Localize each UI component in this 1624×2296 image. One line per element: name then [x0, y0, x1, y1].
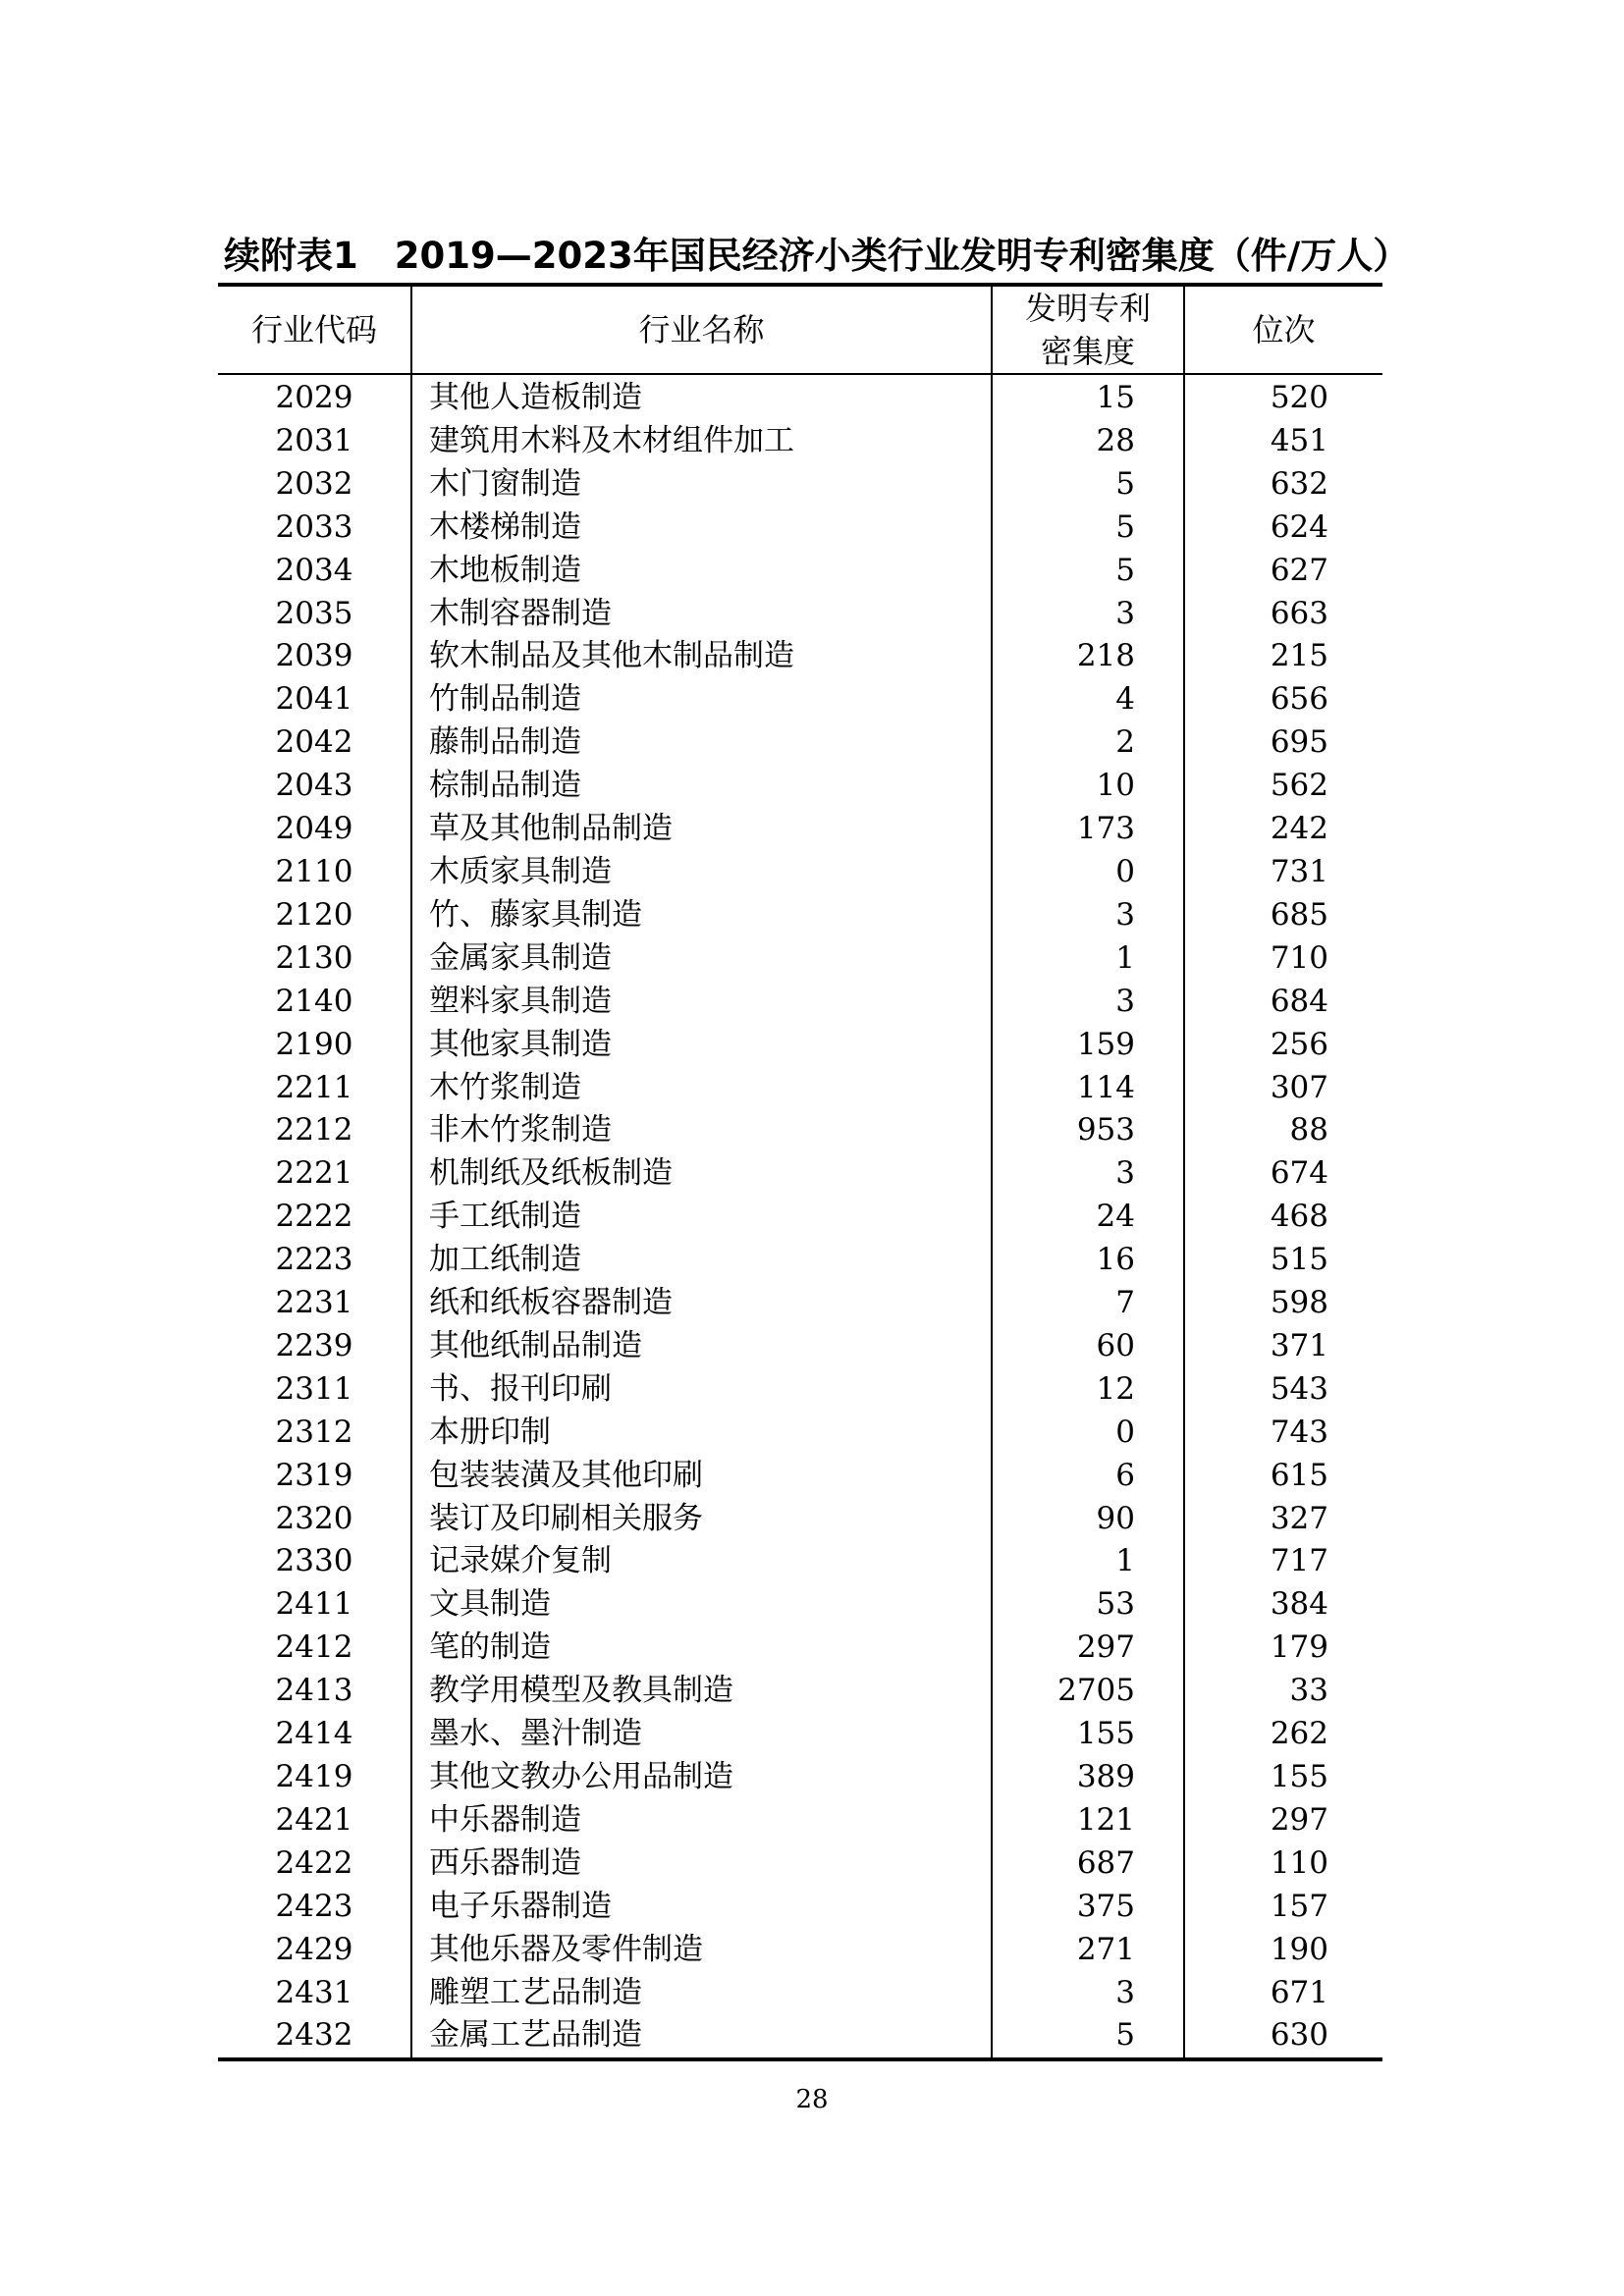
industry-code-cell: 2222: [218, 1196, 411, 1239]
industry-code-cell: 2414: [218, 1713, 411, 1756]
industry-code-cell: 2320: [218, 1498, 411, 1541]
rank-cell: 685: [1270, 896, 1328, 933]
rank-cell: 663: [1270, 595, 1328, 631]
rank-cell: 371: [1270, 1327, 1328, 1363]
rank-cell: 157: [1270, 1888, 1328, 1924]
patent-density-cell: 218: [992, 635, 1184, 678]
patent-density-cell: 3: [992, 981, 1184, 1024]
table-row: [218, 1540, 1382, 1583]
header-row: [218, 285, 1382, 374]
patent-density-cell: 953: [992, 1109, 1184, 1152]
rank-cell: 88: [1289, 1112, 1328, 1148]
table-row: [218, 1498, 1382, 1541]
table-row: [218, 507, 1382, 550]
rank-cell: 384: [1270, 1586, 1328, 1623]
table-row: [218, 1799, 1382, 1842]
rank-cell: 630: [1184, 2014, 1382, 2059]
patent-density-cell: 2: [992, 721, 1184, 765]
industry-code-cell: 2312: [218, 1412, 411, 1455]
table-row: [218, 420, 1382, 463]
patent-density-cell: 1: [992, 937, 1184, 981]
rank-cell: 632: [1270, 465, 1328, 502]
table-row: [218, 1972, 1382, 2015]
patent-density-cell: 1: [992, 1540, 1184, 1583]
industry-code-cell: 2049: [218, 808, 411, 851]
rank-cell: 262: [1270, 1716, 1328, 1752]
patent-density-cell: 24: [992, 1196, 1184, 1239]
industry-code-cell: 2423: [218, 1886, 411, 1929]
table-row: [218, 1325, 1382, 1368]
table-row: [218, 1024, 1382, 1067]
table-row: [218, 550, 1382, 593]
industry-name-cell: 本册印制: [411, 1412, 992, 1455]
table-row: [218, 1627, 1382, 1670]
industry-name-cell: 建筑用木料及木材组件加工: [411, 420, 992, 463]
rank-cell: 297: [1270, 1801, 1328, 1838]
table-row: [218, 635, 1382, 678]
table-row: [218, 1713, 1382, 1756]
industry-code-cell: 2413: [218, 1670, 411, 1713]
industry-code-cell: 2422: [218, 1842, 411, 1886]
rank-cell: 656: [1270, 681, 1328, 718]
industry-code-cell: 2421: [218, 1799, 411, 1842]
patent-density-cell: 5: [992, 507, 1184, 550]
industry-name-cell: 木地板制造: [411, 550, 992, 593]
industry-code-cell: 2035: [218, 593, 411, 636]
table-row: [218, 1886, 1382, 1929]
industry-name-cell: 竹、藤家具制造: [411, 894, 992, 937]
industry-name-cell: 笔的制造: [411, 1627, 992, 1670]
patent-density-cell: 5: [992, 2014, 1184, 2059]
patent-density-cell: 155: [992, 1713, 1184, 1756]
industry-code-cell: 2029: [218, 374, 411, 420]
table-row: [218, 981, 1382, 1024]
industry-name-cell: 机制纸及纸板制造: [411, 1152, 992, 1196]
rank-cell: 627: [1270, 552, 1328, 588]
industry-name-cell: 书、报刊印刷: [411, 1368, 992, 1412]
industry-code-cell: 2039: [218, 635, 411, 678]
industry-code-cell: 2330: [218, 1540, 411, 1583]
table-row: [218, 1412, 1382, 1455]
rank-cell: 33: [1289, 1673, 1328, 1709]
table-row: [218, 1842, 1382, 1886]
industry-name-cell: 其他家具制造: [411, 1024, 992, 1067]
patent-density-cell: 159: [992, 1024, 1184, 1067]
industry-code-cell: 2031: [218, 420, 411, 463]
industry-code-cell: 2130: [218, 937, 411, 981]
industry-code-cell: 2319: [218, 1455, 411, 1498]
industry-name-cell: 木竹浆制造: [411, 1067, 992, 1110]
table-row: [218, 1929, 1382, 1972]
rank-cell: 695: [1270, 724, 1328, 761]
header-rank: 位次: [1184, 285, 1382, 374]
patent-density-cell: 389: [992, 1756, 1184, 1799]
table-row: [218, 1067, 1382, 1110]
industry-code-cell: 2429: [218, 1929, 411, 1972]
rank-cell: 743: [1270, 1414, 1328, 1450]
industry-code-cell: 2110: [218, 851, 411, 894]
rank-cell: 468: [1270, 1199, 1328, 1235]
table-row: [218, 1196, 1382, 1239]
table-row: [218, 678, 1382, 721]
industry-name-cell: 非木竹浆制造: [411, 1109, 992, 1152]
table-row: [218, 1756, 1382, 1799]
rank-cell: 598: [1270, 1285, 1328, 1321]
rank-cell: 155: [1270, 1759, 1328, 1794]
table-row: [218, 721, 1382, 765]
industry-name-cell: 中乐器制造: [411, 1799, 992, 1842]
patent-density-cell: 3: [992, 1972, 1184, 2015]
patent-density-cell: 5: [992, 550, 1184, 593]
industry-code-cell: 2223: [218, 1239, 411, 1282]
patent-density-cell: 10: [992, 765, 1184, 808]
table-row: [218, 1583, 1382, 1627]
rank-cell: 256: [1270, 1026, 1328, 1062]
industry-code-cell: 2239: [218, 1325, 411, 1368]
patent-density-cell: 6: [992, 1455, 1184, 1498]
header-patent-density-line2: 密集度: [1040, 333, 1135, 370]
industry-name-cell: 金属家具制造: [411, 937, 992, 981]
table-row: [218, 937, 1382, 981]
industry-name-cell: 木质家具制造: [411, 851, 992, 894]
industry-name-cell: 加工纸制造: [411, 1239, 992, 1282]
table-row: [218, 463, 1382, 507]
industry-name-cell: 教学用模型及教具制造: [411, 1670, 992, 1713]
industry-name-cell: 装订及印刷相关服务: [411, 1498, 992, 1541]
table-row: [218, 1455, 1382, 1498]
table-row: [218, 1670, 1382, 1713]
patent-density-cell: 687: [992, 1842, 1184, 1886]
industry-name-cell: 手工纸制造: [411, 1196, 992, 1239]
rank-cell: 515: [1270, 1242, 1328, 1278]
table-row: [218, 765, 1382, 808]
rank-cell: 451: [1270, 422, 1328, 458]
industry-name-cell: 文具制造: [411, 1583, 992, 1627]
industry-name-cell: 雕塑工艺品制造: [411, 1972, 992, 2015]
industry-name-cell: 木门窗制造: [411, 463, 992, 507]
rank-cell: 674: [1270, 1155, 1328, 1192]
patent-density-cell: 90: [992, 1498, 1184, 1541]
industry-name-cell: 木楼梯制造: [411, 507, 992, 550]
industry-code-cell: 2432: [218, 2014, 411, 2059]
table-row: [218, 374, 1382, 420]
industry-name-cell: 塑料家具制造: [411, 981, 992, 1024]
table-row: [218, 1282, 1382, 1325]
industry-name-cell: 木制容器制造: [411, 593, 992, 636]
rank-cell: 242: [1270, 811, 1328, 847]
table-row: [218, 808, 1382, 851]
table-row: [218, 1152, 1382, 1196]
patent-density-cell: 53: [992, 1583, 1184, 1627]
industry-name-cell: 包装装潢及其他印刷: [411, 1455, 992, 1498]
table-header: [218, 285, 1382, 374]
industry-code-cell: 2190: [218, 1024, 411, 1067]
industry-name-cell: 其他纸制品制造: [411, 1325, 992, 1368]
industry-name-cell: 棕制品制造: [411, 765, 992, 808]
rank-cell: 731: [1270, 853, 1328, 889]
patent-density-cell: 7: [992, 1282, 1184, 1325]
industry-code-cell: 2221: [218, 1152, 411, 1196]
patent-density-cell: 271: [992, 1929, 1184, 1972]
table-container: [218, 283, 1382, 2061]
table-row: [218, 1109, 1382, 1152]
patent-density-cell: 4: [992, 678, 1184, 721]
table-row: [218, 593, 1382, 636]
industry-code-cell: 2043: [218, 765, 411, 808]
patent-density-cell: 375: [992, 1886, 1184, 1929]
industry-code-cell: 2211: [218, 1067, 411, 1110]
industry-name-cell: 西乐器制造: [411, 1842, 992, 1886]
patent-density-cell: 12: [992, 1368, 1184, 1412]
header-patent-density: [992, 285, 1184, 374]
industry-name-cell: 金属工艺品制造: [411, 2014, 992, 2059]
patent-density-cell: 16: [992, 1239, 1184, 1282]
patent-density-cell: 5: [992, 463, 1184, 507]
industry-name-cell: 软木制品及其他木制品制造: [411, 635, 992, 678]
industry-code-cell: 2231: [218, 1282, 411, 1325]
industry-code-cell: 2033: [218, 507, 411, 550]
patent-density-cell: 121: [992, 1799, 1184, 1842]
patent-density-cell: 2705: [992, 1670, 1184, 1713]
industry-code-cell: 2419: [218, 1756, 411, 1799]
rank-cell: 624: [1270, 508, 1328, 545]
industry-name-cell: 纸和纸板容器制造: [411, 1282, 992, 1325]
rank-cell: 684: [1270, 983, 1328, 1019]
industry-name-cell: 藤制品制造: [411, 721, 992, 765]
industry-name-cell: 墨水、墨汁制造: [411, 1713, 992, 1756]
industry-code-cell: 2041: [218, 678, 411, 721]
page-number: 28: [795, 2085, 829, 2114]
header-industry-name: 行业名称: [411, 285, 992, 374]
rank-cell: 710: [1270, 939, 1328, 976]
header-industry-code: 行业代码: [218, 285, 411, 374]
patent-density-cell: 3: [992, 1152, 1184, 1196]
table-row: [218, 1239, 1382, 1282]
industry-code-cell: 2311: [218, 1368, 411, 1412]
header-patent-density-line1: 发明专利: [1024, 290, 1151, 327]
patent-density-cell: 114: [992, 1067, 1184, 1110]
industry-code-cell: 2140: [218, 981, 411, 1024]
table-body: [218, 374, 1382, 2059]
patent-density-cell: 173: [992, 808, 1184, 851]
patent-density-cell: 28: [992, 420, 1184, 463]
industry-patent-density-table: [218, 283, 1382, 2061]
rank-cell: 215: [1270, 638, 1328, 674]
rank-cell: 190: [1270, 1931, 1328, 1967]
patent-density-cell: 3: [992, 593, 1184, 636]
table-row: [218, 851, 1382, 894]
rank-cell: 717: [1270, 1543, 1328, 1579]
table-row: [218, 894, 1382, 937]
rank-cell: 543: [1270, 1370, 1328, 1407]
rank-cell: 671: [1270, 1974, 1328, 2010]
rank-cell: 615: [1270, 1457, 1328, 1493]
table-row: [218, 2014, 1382, 2059]
industry-code-cell: 2412: [218, 1627, 411, 1670]
industry-code-cell: 2042: [218, 721, 411, 765]
industry-name-cell: 其他乐器及零件制造: [411, 1929, 992, 1972]
industry-code-cell: 2032: [218, 463, 411, 507]
industry-name-cell: 其他人造板制造: [411, 374, 992, 420]
rank-cell: 520: [1270, 380, 1328, 415]
rank-cell: 327: [1270, 1500, 1328, 1536]
rank-cell: 179: [1270, 1629, 1328, 1666]
industry-name-cell: 电子乐器制造: [411, 1886, 992, 1929]
industry-name-cell: 其他文教办公用品制造: [411, 1756, 992, 1799]
patent-density-cell: 297: [992, 1627, 1184, 1670]
industry-code-cell: 2212: [218, 1109, 411, 1152]
patent-density-cell: 60: [992, 1325, 1184, 1368]
patent-density-cell: 0: [992, 851, 1184, 894]
industry-code-cell: 2120: [218, 894, 411, 937]
table-title: 续附表1 2019—2023年国民经济小类行业发明专利密集度（件/万人）: [224, 235, 1410, 277]
rank-cell: 562: [1270, 768, 1328, 804]
industry-name-cell: 草及其他制品制造: [411, 808, 992, 851]
patent-density-cell: 15: [992, 374, 1184, 420]
table-row: [218, 1368, 1382, 1412]
industry-code-cell: 2431: [218, 1972, 411, 2015]
patent-density-cell: 0: [992, 1412, 1184, 1455]
industry-code-cell: 2411: [218, 1583, 411, 1627]
industry-name-cell: 竹制品制造: [411, 678, 992, 721]
industry-code-cell: 2034: [218, 550, 411, 593]
patent-density-cell: 3: [992, 894, 1184, 937]
industry-name-cell: 记录媒介复制: [411, 1540, 992, 1583]
rank-cell: 110: [1270, 1844, 1328, 1881]
rank-cell: 307: [1270, 1069, 1328, 1105]
